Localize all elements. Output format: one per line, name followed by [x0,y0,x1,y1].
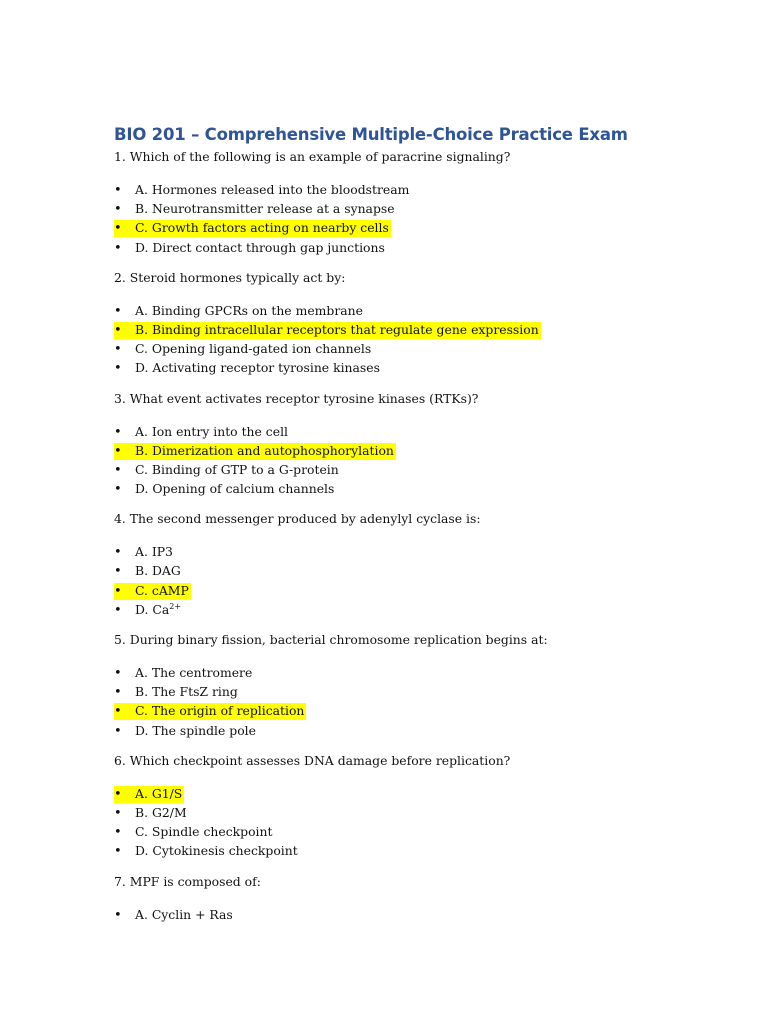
option-label: D. Cytokinesis checkpoint [135,843,298,859]
bullet-icon: • [114,723,122,739]
option-line [114,805,189,822]
bullet-icon: • [114,825,122,841]
option-line [114,703,306,720]
question-6 [114,752,734,861]
option-label: A. Ion entry into the cell [135,423,289,439]
option-line [114,665,254,682]
question-7 [114,873,734,924]
answer-option [114,682,734,701]
option-label: C. Binding of GTP to a G-protein [135,461,339,477]
option-line [114,563,183,580]
exam-title: BIO 201 – Comprehensive Multiple-Choice Practice Exam [114,125,628,144]
option-line [114,786,184,803]
option-line [114,602,183,619]
answer-option [114,600,734,619]
option-line [114,360,382,377]
option-list [114,180,734,257]
option-line [114,182,411,199]
option-label: B. Binding intracellular receptors that regulate gene expression [135,321,539,337]
bullet-icon: • [114,342,122,358]
bullet-icon: • [114,602,122,618]
answer-option [114,561,734,580]
bullet-icon: • [114,303,122,319]
bullet-icon: • [114,786,122,802]
option-label: C. Growth factors acting on nearby cells [135,220,389,236]
question-3 [114,390,734,499]
answer-option [114,803,734,822]
option-label: D. Activating receptor tyrosine kinases [135,360,380,376]
answer-option [114,663,734,682]
option-line [114,684,240,701]
answer-option [114,199,734,218]
answer-option [114,358,734,377]
bullet-icon: • [114,545,122,561]
answer-option [114,238,734,257]
option-line [114,544,175,561]
answer-option [114,841,734,860]
bullet-icon: • [114,202,122,218]
bullet-icon: • [114,361,122,377]
option-line [114,583,191,600]
option-label: A. Cyclin + Ras [135,906,233,922]
option-line [114,907,235,924]
answer-option-highlighted [114,320,734,339]
option-list [114,784,734,861]
bullet-icon: • [114,844,122,860]
answer-option [114,905,734,924]
option-label: A. Hormones released into the bloodstream [135,182,410,197]
option-line [114,462,341,479]
answer-option-highlighted [114,581,734,600]
option-label: C. The origin of replication [135,703,305,719]
bullet-icon: • [114,805,122,821]
answer-option-highlighted [114,218,734,237]
option-label: A. Binding GPCRs on the membrane [135,302,363,318]
option-list [114,905,734,924]
answer-option-highlighted [114,701,734,720]
question-2 [114,269,734,378]
option-line [114,843,300,860]
option-label: C. Opening ligand-gated ion channels [135,341,372,357]
option-list [114,301,734,378]
bullet-icon: • [114,240,122,256]
question-text: 6. Which checkpoint assesses DNA damage before replication? [114,752,511,768]
bullet-icon: • [114,704,122,720]
option-label: D. $Ca^{2+}$ [135,601,182,617]
option-label: C. cAMP [135,582,189,598]
answer-option [114,180,734,199]
bullet-icon: • [114,462,122,478]
option-line [114,240,387,257]
bullet-icon: • [114,482,122,498]
bullet-icon: • [114,322,122,338]
bullet-icon: • [114,583,122,599]
option-label: A. IP3 [135,544,173,560]
answer-option [114,301,734,320]
option-label: C. Spindle checkpoint [135,824,273,840]
option-label: B. G2/M [135,804,187,820]
question-text: 7. MPF is composed of: [114,873,261,889]
option-label: A. The centromere [135,665,253,680]
option-label: D. Direct contact through gap junctions [135,239,385,255]
option-line [114,341,373,358]
option-label: B. Neurotransmitter release at a synapse [135,201,395,217]
question-5 [114,631,734,740]
bullet-icon: • [114,907,122,923]
answer-option [114,479,734,498]
bullet-icon: • [114,183,122,198]
question-text: 2. Steroid hormones typically act by: [114,269,346,285]
bullet-icon: • [114,685,122,701]
option-label: B. Dimerization and autophosphorylation [135,442,394,458]
option-line [114,481,336,498]
option-label: B. DAG [135,563,181,579]
bullet-icon: • [114,564,122,580]
option-label: D. Opening of calcium channels [135,481,335,497]
option-line [114,201,397,218]
answer-option [114,542,734,561]
option-list [114,422,734,499]
question-list [114,148,734,924]
answer-option [114,339,734,358]
option-line [114,424,290,441]
answer-option-highlighted [114,441,734,460]
question-text: 5. During binary fission, bacterial chromosome replication begins at: [114,632,548,647]
option-line [114,723,258,740]
option-list [114,663,734,740]
bullet-icon: • [114,221,122,237]
question-text: 1. Which of the following is an example of paracrine signaling? [114,149,511,164]
option-label: B. The FtsZ ring [135,684,238,700]
option-line [114,443,396,460]
option-label: A. G1/S [135,785,183,801]
answer-option-highlighted [114,784,734,803]
question-text: 3. What event activates receptor tyrosine kinases (RTKs)? [114,390,479,406]
option-list [114,542,734,619]
option-label: D. The spindle pole [135,722,256,738]
bullet-icon: • [114,424,122,440]
answer-option [114,460,734,479]
option-line [114,220,391,237]
answer-option [114,721,734,740]
bullet-icon: • [114,443,122,459]
option-line [114,824,274,841]
document-page [114,124,734,936]
question-1 [114,148,734,257]
question-4 [114,510,734,619]
bullet-icon: • [114,666,122,681]
question-text: 4. The second messenger produced by adenylyl cyclase is: [114,511,481,527]
answer-option [114,422,734,441]
answer-option [114,822,734,841]
option-line [114,303,365,320]
option-line [114,322,541,339]
superscript: 2+ [169,601,182,611]
